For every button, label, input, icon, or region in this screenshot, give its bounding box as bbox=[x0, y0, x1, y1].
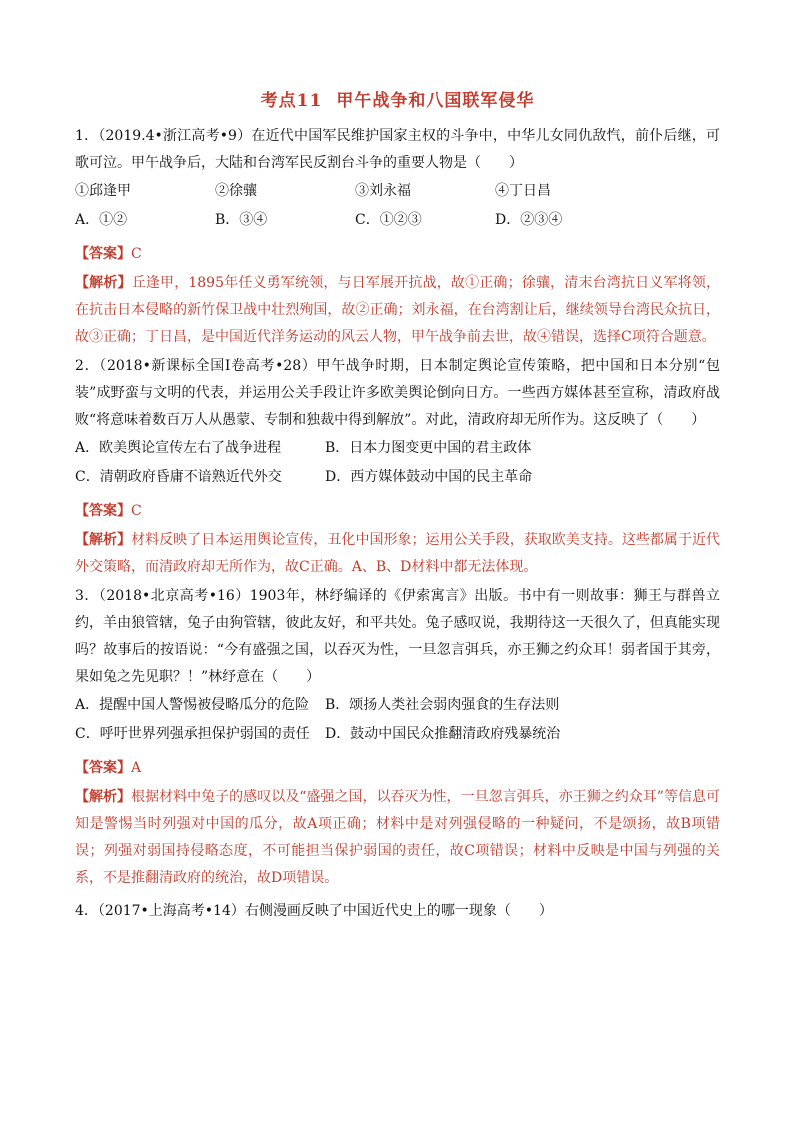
question-1-options bbox=[75, 206, 720, 235]
question-2-option-b: B．日本力图变更中国的君主政体 bbox=[325, 440, 532, 456]
question-1-answer bbox=[75, 241, 720, 268]
question-2-option-a: A．欧美舆论宣传左右了战争进程 bbox=[75, 440, 282, 456]
answer-value: C bbox=[131, 246, 142, 262]
question-3-answer bbox=[75, 755, 720, 782]
question-2-stem: 2．（2018•新课标全国Ⅰ卷高考•28）甲午战争时期，日本制定舆论宣传策略，把中国和日本分别“包装”成野蛮与文明的代表，并运用公关手段让许多欧美舆论倒向日方。一些西方媒体甚至宣称，清政府战败“将意味着数百万人从愚蒙、专制和独裁中得到解放”。对此，清政府却无所作为。这反映了（ ） bbox=[75, 358, 720, 428]
question-3-options-row-2 bbox=[75, 720, 720, 749]
title-prefix: 考点11 bbox=[260, 91, 323, 111]
analysis-text: 根据材料中兔子的感叹以及“盛强之国，以吞灭为性，一旦忽言弭兵，亦王狮之约众耳”等信息可知是警惕当时列强对中国的瓜分，故A项正确；材料中是对列强侵略的一种疑问，不是颂扬，故B项错误；列强对弱国持侵略态度，不可能担当保护弱国的责任，故C项错误；材料中反映是中国与列强的关系，不是推翻清政府的统治，故D项错误。 bbox=[75, 789, 721, 886]
analysis-label: 【解析】 bbox=[75, 275, 132, 291]
answer-label: 【答案】 bbox=[75, 503, 131, 519]
question-1-option-a: A．①② bbox=[75, 212, 128, 228]
question-3-option-a: A．提醒中国人警惕被侵略瓜分的危险 bbox=[75, 697, 310, 713]
page-title bbox=[75, 86, 720, 111]
question-3-option-b: B．颂扬人类社会弱肉强食的生存法则 bbox=[325, 697, 560, 713]
analysis-text: 材料反映了日本运用舆论宣传，丑化中国形象；运用公关手段，获取欧美支持。这些都属于近代外交策略，而清政府却无所作为，故C正确。A、B、D材料中都无法体现。 bbox=[75, 532, 721, 575]
question-4-stem: 4．（2017•上海高考•14）右侧漫画反映了中国近代史上的哪一现象（ ） bbox=[75, 903, 553, 919]
answer-value: C bbox=[131, 503, 142, 519]
analysis-text: 丘逢甲，1895年任义勇军统领，与日军展开抗战，故①正确；徐骧，清末台湾抗日义军将领，在抗击日本侵略的新竹保卫战中壮烈殉国，故②正确；刘永福，在台湾割让后，继续领导台湾民众抗日，故③正确；丁日昌，是中国近代洋务运动的风云人物，甲午战争前去世，故④错误，选择C项符合题意。 bbox=[75, 275, 720, 345]
question-1-analysis bbox=[75, 270, 720, 351]
analysis-label: 【解析】 bbox=[75, 532, 132, 548]
answer-value: A bbox=[131, 760, 142, 776]
question-1-choice-3: ③刘永福 bbox=[355, 183, 411, 199]
question-3-option-d: D．鼓动中国民众推翻清政府残暴统治 bbox=[325, 726, 561, 742]
question-1-stem: 1．（2019.4•浙江高考•9）在近代中国军民维护国家主权的斗争中，中华儿女同仇敌忾，前仆后继，可歌可泣。甲午战争后，大陆和台湾军民反割台斗争的重要人物是（ ） bbox=[75, 128, 720, 171]
answer-label: 【答案】 bbox=[75, 246, 131, 262]
title-main: 甲午战争和八国联军侵华 bbox=[336, 91, 535, 111]
question-3-analysis bbox=[75, 784, 720, 892]
question-1-choice-4: ④丁日昌 bbox=[495, 183, 551, 199]
analysis-label: 【解析】 bbox=[75, 789, 132, 805]
question-1-choices bbox=[75, 177, 720, 206]
answer-label: 【答案】 bbox=[75, 760, 131, 776]
question-2-option-c: C．清朝政府昏庸不谙熟近代外交 bbox=[75, 469, 282, 485]
question-3-stem: 3．（2018•北京高考•16）1903年，林纾编译的《伊索寓言》出版。书中有一则故事：狮王与群兽立约，羊由狼管辖，兔子由狗管辖，彼此友好，和平共处。兔子感叹说，我期待这一天很久了，但真能实现吗？故事后的按语说：“今有盛强之国，以吞灭为性，一旦忽言弭兵，亦王狮之约众耳！弱者国于其旁，果如兔之先见职？！”林纾意在（ ） bbox=[75, 588, 720, 685]
question-2-analysis bbox=[75, 527, 720, 581]
document-page bbox=[75, 86, 720, 925]
question-1-choice-2: ②徐骧 bbox=[215, 183, 257, 199]
question-2-options-row-1 bbox=[75, 434, 720, 463]
question-1-option-d: D．②③④ bbox=[495, 212, 563, 228]
question-2-answer bbox=[75, 498, 720, 525]
question-2-options-row-2 bbox=[75, 463, 720, 492]
question-3-option-c: C．呼吁世界列强承担保护弱国的责任 bbox=[75, 726, 310, 742]
question-3-options-row-1 bbox=[75, 691, 720, 720]
question-1-option-b: B．③④ bbox=[215, 212, 268, 228]
question-2-option-d: D．西方媒体鼓动中国的民主革命 bbox=[325, 469, 533, 485]
question-1-choice-1: ①邱逢甲 bbox=[75, 183, 131, 199]
question-1-option-c: C．①②③ bbox=[355, 212, 422, 228]
